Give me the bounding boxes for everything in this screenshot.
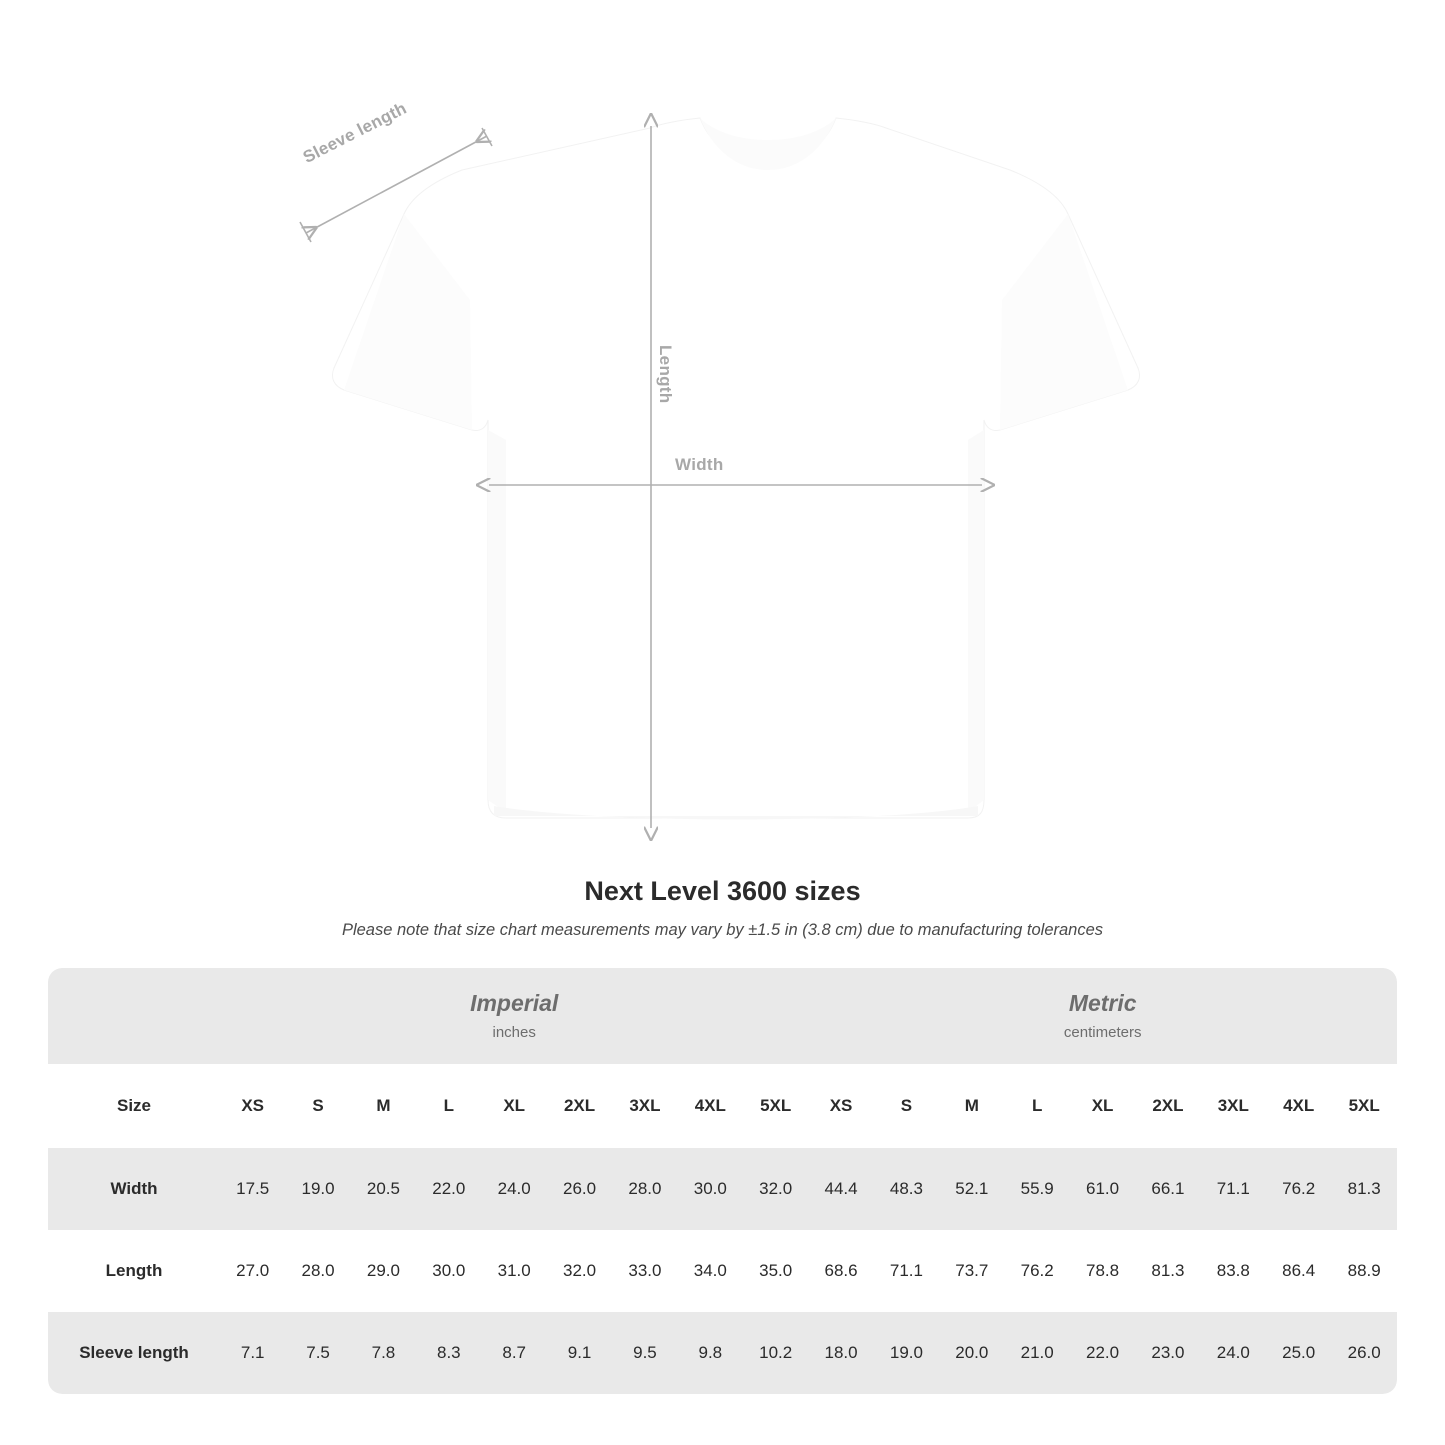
width-imperial-4xl: 30.0 [678,1148,743,1230]
sleeve-imperial-2xl: 9.1 [547,1312,612,1394]
width-imperial-s: 19.0 [285,1148,350,1230]
size-table [48,968,1397,1394]
size-label-cell: Size [48,1064,220,1148]
page-title: Next Level 3600 sizes [584,876,861,906]
size-header-imperial-xs: XS [220,1064,285,1148]
units-header-spacer [48,968,220,1064]
length-metric-xl: 78.8 [1070,1230,1135,1312]
length-metric-4xl: 86.4 [1266,1230,1331,1312]
metric-sub: centimeters [1063,1023,1142,1041]
size-header-metric-4xl: 4XL [1266,1064,1331,1148]
width-metric-4xl: 76.2 [1266,1148,1331,1230]
length-label: Length [656,345,675,404]
imperial-sub: inches [492,1023,536,1041]
sleeve-imperial-s: 7.5 [285,1312,350,1394]
width-imperial-3xl: 28.0 [612,1148,677,1230]
sleeve-metric-2xl: 23.0 [1135,1312,1200,1394]
length-metric-m: 73.7 [939,1230,1004,1312]
length-imperial-5xl: 35.0 [743,1230,808,1312]
width-metric-xl: 61.0 [1070,1148,1135,1230]
size-header-row [48,1064,1397,1148]
tshirt-shape [332,118,1139,820]
table-row-sleeve-length [48,1312,1397,1394]
length-metric-l: 76.2 [1005,1230,1070,1312]
width-imperial-xs: 17.5 [220,1148,285,1230]
length-imperial-xs: 27.0 [220,1230,285,1312]
sleeve-metric-3xl: 24.0 [1201,1312,1266,1394]
title-block [0,876,1445,940]
width-imperial-m: 20.5 [351,1148,416,1230]
size-header-imperial-4xl: 4XL [678,1064,743,1148]
row-label-width: Width [48,1148,220,1230]
length-imperial-l: 30.0 [416,1230,481,1312]
size-header-imperial-3xl: 3XL [612,1064,677,1148]
sleeve-imperial-3xl: 9.5 [612,1312,677,1394]
width-metric-l: 55.9 [1005,1148,1070,1230]
width-imperial-2xl: 26.0 [547,1148,612,1230]
size-header-metric-5xl: 5XL [1331,1064,1397,1148]
length-metric-2xl: 81.3 [1135,1230,1200,1312]
width-imperial-5xl: 32.0 [743,1148,808,1230]
width-metric-xs: 44.4 [808,1148,873,1230]
sleeve-metric-xs: 18.0 [808,1312,873,1394]
imperial-name: Imperial [470,990,559,1017]
size-header-imperial-2xl: 2XL [547,1064,612,1148]
table-row-width [48,1148,1397,1230]
width-imperial-xl: 24.0 [482,1148,547,1230]
sleeve-length-label: Sleeve length [300,98,410,167]
width-label: Width [675,455,724,474]
length-imperial-m: 29.0 [351,1230,416,1312]
sleeve-imperial-5xl: 10.2 [743,1312,808,1394]
sleeve-imperial-4xl: 9.8 [678,1312,743,1394]
sleeve-imperial-xs: 7.1 [220,1312,285,1394]
sleeve-imperial-m: 7.8 [351,1312,416,1394]
width-metric-2xl: 66.1 [1135,1148,1200,1230]
length-imperial-4xl: 34.0 [678,1230,743,1312]
size-header-imperial-s: S [285,1064,350,1148]
row-label-length: Length [48,1230,220,1312]
length-metric-5xl: 88.9 [1331,1230,1397,1312]
length-imperial-2xl: 32.0 [547,1230,612,1312]
sleeve-metric-5xl: 26.0 [1331,1312,1397,1394]
sleeve-metric-s: 19.0 [874,1312,939,1394]
metric-name: Metric [1068,990,1137,1017]
units-header-row [48,968,1397,1064]
size-header-imperial-xl: XL [482,1064,547,1148]
sleeve-metric-4xl: 25.0 [1266,1312,1331,1394]
width-imperial-l: 22.0 [416,1148,481,1230]
row-label-sleeve-length: Sleeve length [48,1312,220,1394]
sleeve-metric-l: 21.0 [1005,1312,1070,1394]
length-metric-s: 71.1 [874,1230,939,1312]
width-metric-5xl: 81.3 [1331,1148,1397,1230]
width-metric-m: 52.1 [939,1148,1004,1230]
width-metric-3xl: 71.1 [1201,1148,1266,1230]
size-header-metric-3xl: 3XL [1201,1064,1266,1148]
size-header-imperial-l: L [416,1064,481,1148]
size-table-wrapper [48,968,1397,1394]
sleeve-metric-m: 20.0 [939,1312,1004,1394]
metric-header [808,968,1397,1064]
length-metric-3xl: 83.8 [1201,1230,1266,1312]
width-metric-s: 48.3 [874,1148,939,1230]
size-header-metric-2xl: 2XL [1135,1064,1200,1148]
length-imperial-3xl: 33.0 [612,1230,677,1312]
size-header-imperial-5xl: 5XL [743,1064,808,1148]
size-header-metric-xs: XS [808,1064,873,1148]
size-header-metric-s: S [874,1064,939,1148]
length-imperial-s: 28.0 [285,1230,350,1312]
sleeve-imperial-l: 8.3 [416,1312,481,1394]
size-header-imperial-m: M [351,1064,416,1148]
length-metric-xs: 68.6 [808,1230,873,1312]
imperial-header [220,968,808,1064]
sleeve-imperial-xl: 8.7 [482,1312,547,1394]
tolerance-note: Please note that size chart measurements may vary by ±1.5 in (3.8 cm) due to manufacturing tolerances [341,921,1104,939]
size-header-metric-xl: XL [1070,1064,1135,1148]
table-row-length [48,1230,1397,1312]
size-header-metric-m: M [939,1064,1004,1148]
sleeve-metric-xl: 22.0 [1070,1312,1135,1394]
size-header-metric-l: L [1005,1064,1070,1148]
length-imperial-xl: 31.0 [482,1230,547,1312]
